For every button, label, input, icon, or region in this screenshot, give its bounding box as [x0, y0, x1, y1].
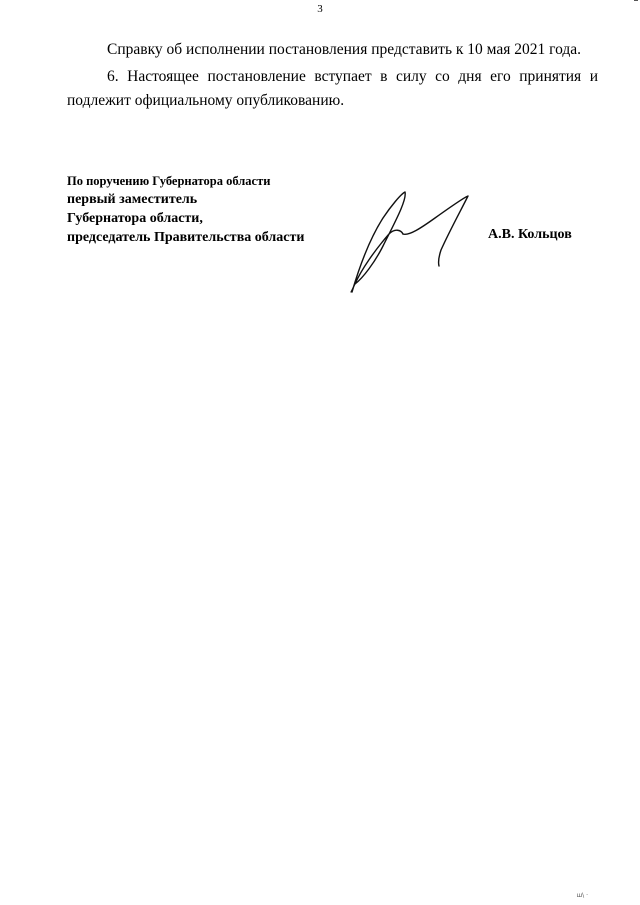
signature-position-line-3: председатель Правительства области [67, 230, 305, 245]
signature-position-line-1: первый заместитель [67, 192, 198, 207]
signature-block [67, 172, 304, 247]
paragraph-report-deadline: Справку об исполнении постановления представить к 10 мая 2021 года. [107, 41, 582, 58]
corner-mark-icon [634, 0, 638, 4]
signer-name: А.В. Кольцов [488, 227, 572, 242]
page-number: 3 [317, 3, 323, 15]
handwritten-signature [345, 188, 475, 294]
paragraph-effective-date: 6. Настоящее постановление вступает в силу со дня его принятия и подлежит официальному опубликованию. [67, 68, 598, 109]
signature-authority-line: По поручению Губернатора области [67, 174, 271, 188]
signature-position-line-2: Губернатора области, [67, 211, 203, 226]
footer-mark: ш\ · [576, 892, 588, 899]
